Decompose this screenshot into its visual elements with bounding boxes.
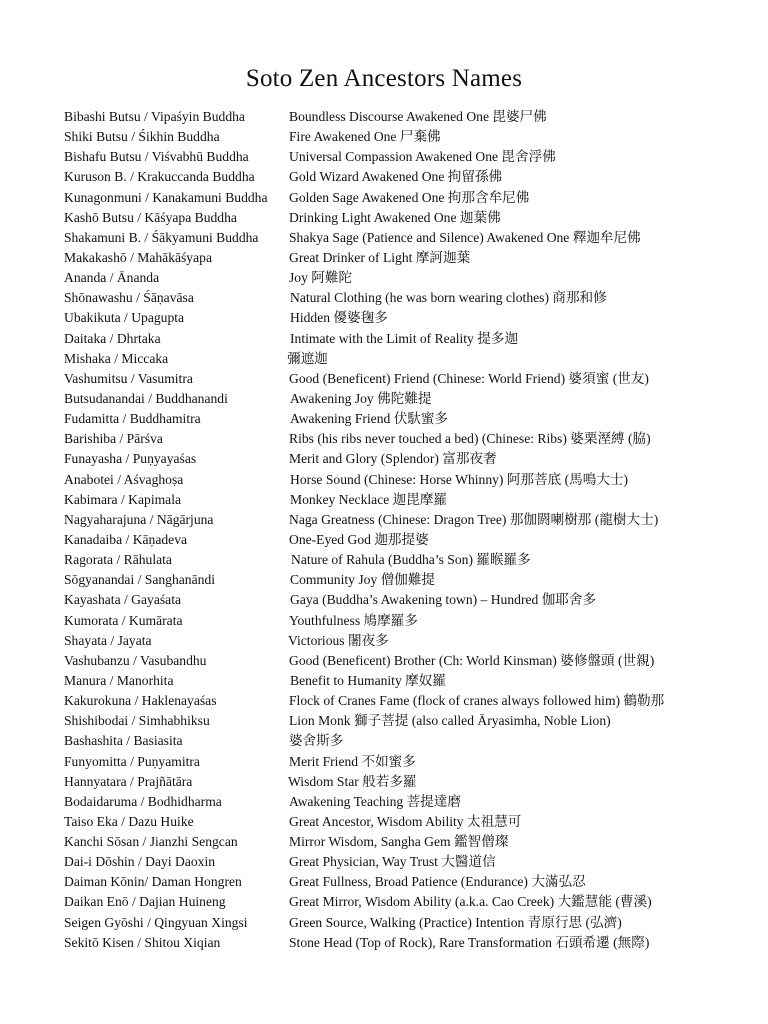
- ancestor-name: Bodaidaruma / Bodhidharma: [64, 793, 222, 809]
- ancestor-row: [64, 812, 744, 832]
- ancestor-meaning: Naga Greatness (Chinese: Dragon Tree) 那伽閼喇樹那 (龍樹大士): [289, 511, 659, 527]
- ancestor-meaning: Awakening Teaching 菩提達磨: [289, 793, 461, 809]
- ancestor-meaning: Great Drinker of Light 摩訶迦葉: [289, 249, 471, 265]
- ancestor-row: [64, 913, 744, 933]
- ancestor-row: [64, 590, 744, 610]
- ancestor-row: [64, 772, 744, 792]
- ancestor-name: Daiman Kōnin/ Daman Hongren: [64, 874, 242, 890]
- ancestor-name: Fudamitta / Buddhamitra: [64, 411, 201, 427]
- ancestor-meaning: Good (Beneficent) Friend (Chinese: World Friend) 婆須蜜 (世友): [289, 370, 649, 386]
- ancestor-meaning: Shakya Sage (Patience and Silence) Awakened One 釋迦牟尼佛: [289, 229, 641, 245]
- ancestor-row: [64, 731, 744, 751]
- ancestor-name: Kakurokuna / Haklenayaśas: [64, 693, 217, 709]
- ancestor-row: [64, 530, 744, 550]
- ancestor-name: Kuruson B. / Krakuccanda Buddha: [64, 169, 255, 185]
- ancestor-row: [64, 208, 744, 228]
- ancestor-name: Anabotei / Aśvaghoṣa: [64, 471, 184, 487]
- ancestor-row: [64, 651, 744, 671]
- ancestor-row: [64, 369, 744, 389]
- ancestor-meaning: Merit Friend 不如蜜多: [289, 753, 416, 769]
- ancestor-row: [64, 711, 744, 731]
- ancestor-meaning: Monkey Necklace 迦毘摩羅: [290, 491, 448, 507]
- ancestor-row: [64, 167, 744, 187]
- ancestor-meaning: Gold Wizard Awakened One 拘留孫佛: [289, 169, 503, 185]
- ancestor-name: Barishiba / Pārśva: [64, 431, 163, 447]
- ancestor-list: [64, 107, 744, 953]
- ancestor-meaning: Boundless Discourse Awakened One 毘婆尸佛: [289, 109, 547, 124]
- ancestor-name: Bishafu Butsu / Viśvabhū Buddha: [64, 149, 249, 165]
- ancestor-meaning: Universal Compassion Awakened One 毘舍浮佛: [289, 149, 556, 165]
- ancestor-meaning: Benefit to Humanity 摩奴羅: [290, 672, 446, 688]
- ancestor-meaning: Community Joy 僧伽難提: [290, 572, 436, 588]
- ancestor-row: [64, 228, 744, 248]
- ancestor-row: [64, 349, 744, 369]
- ancestor-name: Butsudanandai / Buddhanandi: [64, 390, 228, 406]
- ancestor-row: [64, 570, 744, 590]
- ancestor-name: Nagyaharajuna / Nāgārjuna: [64, 511, 214, 527]
- ancestor-row: [64, 248, 744, 268]
- ancestor-meaning: Merit and Glory (Splendor) 富那夜奢: [289, 451, 497, 467]
- ancestor-meaning: 彌遮迦: [287, 350, 328, 366]
- ancestor-name: Sekitō Kisen / Shitou Xiqian: [64, 934, 221, 950]
- ancestor-name: Shayata / Jayata: [64, 632, 152, 648]
- ancestor-row: [64, 188, 744, 208]
- ancestor-meaning: Awakening Joy 佛陀難提: [290, 390, 432, 406]
- ancestor-name: Kanadaiba / Kāṇadeva: [64, 531, 188, 547]
- ancestor-meaning: Natural Clothing (he was born wearing clothes) 商那和修: [290, 290, 607, 306]
- ancestor-meaning: Stone Head (Top of Rock), Rare Transformation 石頭希遷 (無際): [289, 934, 650, 950]
- ancestor-name: Shiki Butsu / Śikhin Buddha: [64, 129, 220, 145]
- ancestor-name: Daikan Enō / Dajian Huineng: [64, 894, 226, 910]
- ancestor-name: Seigen Gyōshi / Qingyuan Xingsi: [64, 914, 248, 930]
- ancestor-name: Makakashō / Mahākāśyapa: [64, 249, 212, 265]
- ancestor-row: [64, 550, 744, 570]
- ancestor-row: [64, 892, 744, 912]
- ancestor-row: [64, 933, 744, 953]
- ancestor-row: [64, 872, 744, 892]
- ancestor-row: [64, 490, 744, 510]
- ancestor-meaning: Great Mirror, Wisdom Ability (a.k.a. Cao Creek) 大鑑慧能 (曹溪): [289, 894, 652, 910]
- ancestor-name: Mishaka / Miccaka: [64, 350, 169, 366]
- ancestor-row: [64, 288, 744, 308]
- ancestor-name: Sōgyanandai / Sanghanāndi: [64, 572, 216, 588]
- ancestor-name: Kunagonmuni / Kanakamuni Buddha: [64, 189, 268, 205]
- ancestor-row: [64, 671, 744, 691]
- ancestor-meaning: Hidden 優婆毱多: [290, 310, 388, 326]
- ancestor-row: [64, 409, 744, 429]
- ancestor-row: [64, 832, 744, 852]
- ancestor-name: Ragorata / Rāhulata: [64, 552, 172, 568]
- ancestor-meaning: Mirror Wisdom, Sangha Gem 鑑智僧璨: [289, 834, 509, 850]
- ancestor-name: Manura / Manorhita: [64, 672, 174, 688]
- ancestor-meaning: Ribs (his ribs never touched a bed) (Chinese: Ribs) 婆栗溼縛 (脇): [289, 431, 651, 447]
- ancestor-row: [64, 147, 744, 167]
- ancestor-row: [64, 127, 744, 147]
- ancestor-row: [64, 752, 744, 772]
- ancestor-name: Kanchi Sōsan / Jianzhi Sengcan: [64, 834, 238, 850]
- ancestor-row: [64, 268, 744, 288]
- ancestor-row: [64, 449, 744, 469]
- ancestor-row: [64, 470, 744, 490]
- ancestor-name: Hannyatara / Prajñātāra: [64, 773, 193, 789]
- ancestor-row: [64, 691, 744, 711]
- ancestor-name: Ubakikuta / Upagupta: [64, 310, 185, 326]
- ancestor-name: Funyomitta / Puṇyamitra: [64, 753, 200, 769]
- ancestor-name: Bashashita / Basiasita: [64, 733, 183, 749]
- ancestor-name: Kabimara / Kapimala: [64, 491, 182, 507]
- ancestor-meaning: Wisdom Star 般若多羅: [288, 773, 417, 789]
- ancestor-row: [64, 308, 744, 328]
- ancestor-row: [64, 107, 744, 127]
- ancestor-name: Bibashi Butsu / Vipaśyin Buddha: [64, 109, 245, 124]
- ancestor-meaning: Flock of Cranes Fame (flock of cranes always followed him) 鶴勒那: [289, 693, 665, 709]
- ancestor-row: [64, 631, 744, 651]
- ancestor-meaning: Joy 阿難陀: [289, 270, 353, 286]
- ancestor-meaning: Golden Sage Awakened One 拘那含牟尼佛: [289, 189, 530, 205]
- ancestor-meaning: Awakening Friend 伏馱蜜多: [290, 411, 449, 427]
- ancestor-meaning: Good (Beneficent) Brother (Ch: World Kinsman) 婆修盤頭 (世親): [289, 652, 655, 668]
- ancestor-name: Daitaka / Dhrtaka: [64, 330, 161, 346]
- ancestor-row: [64, 429, 744, 449]
- ancestor-name: Kayashata / Gayaśata: [64, 592, 182, 608]
- ancestor-name: Shishibodai / Simhabhiksu: [64, 713, 210, 729]
- ancestor-row: [64, 792, 744, 812]
- ancestor-name: Funayasha / Puṇyayaśas: [64, 451, 197, 467]
- ancestor-name: Ananda / Ānanda: [64, 270, 160, 286]
- ancestor-name: Vashumitsu / Vasumitra: [64, 370, 193, 386]
- ancestor-row: [64, 329, 744, 349]
- ancestor-row: [64, 510, 744, 530]
- ancestor-name: Shōnawashu / Śāṇavāsa: [64, 290, 194, 306]
- ancestor-meaning: Great Physician, Way Trust 大醫道信: [289, 854, 496, 870]
- ancestor-meaning: Youthfulness 鳩摩羅多: [289, 612, 418, 628]
- ancestor-meaning: Lion Monk 獅子菩提 (also called Āryasimha, Noble Lion): [289, 713, 611, 729]
- ancestor-row: [64, 852, 744, 872]
- ancestor-name: Dai-i Dōshin / Dayi Daoxin: [64, 854, 216, 870]
- ancestor-meaning: 婆舍斯多: [289, 733, 344, 749]
- ancestor-name: Vashubanzu / Vasubandhu: [64, 652, 207, 668]
- ancestor-name: Kumorata / Kumārata: [64, 612, 183, 628]
- ancestor-row: [64, 389, 744, 409]
- ancestor-meaning: Intimate with the Limit of Reality 提多迦: [290, 330, 519, 346]
- ancestor-name: Taiso Eka / Dazu Huike: [64, 813, 194, 829]
- page-title: Soto Zen Ancestors Names: [245, 65, 523, 92]
- ancestor-name: Shakamuni B. / Śākyamuni Buddha: [64, 229, 259, 245]
- ancestor-meaning: Victorious 闍夜多: [288, 632, 389, 648]
- ancestor-meaning: Green Source, Walking (Practice) Intention 青原行思 (弘濟): [289, 914, 622, 930]
- ancestor-meaning: Great Ancestor, Wisdom Ability 太祖慧可: [289, 813, 522, 829]
- ancestor-meaning: Great Fullness, Broad Patience (Endurance) 大滿弘忍: [289, 874, 586, 890]
- ancestor-meaning: Fire Awakened One 尸棄佛: [289, 129, 441, 145]
- ancestor-meaning: Horse Sound (Chinese: Horse Whinny) 阿那菩底 (馬鳴大士): [290, 471, 629, 487]
- ancestor-meaning: Drinking Light Awakened One 迦葉佛: [289, 209, 501, 225]
- ancestor-meaning: Gaya (Buddha’s Awakening town) – Hundred 伽耶舍多: [290, 592, 597, 608]
- ancestor-row: [64, 611, 744, 631]
- ancestor-name: Kashō Butsu / Kāśyapa Buddha: [64, 209, 237, 225]
- ancestor-meaning: One-Eyed God 迦那提婆: [289, 531, 429, 547]
- ancestor-meaning: Nature of Rahula (Buddha’s Son) 羅睺羅多: [291, 552, 531, 568]
